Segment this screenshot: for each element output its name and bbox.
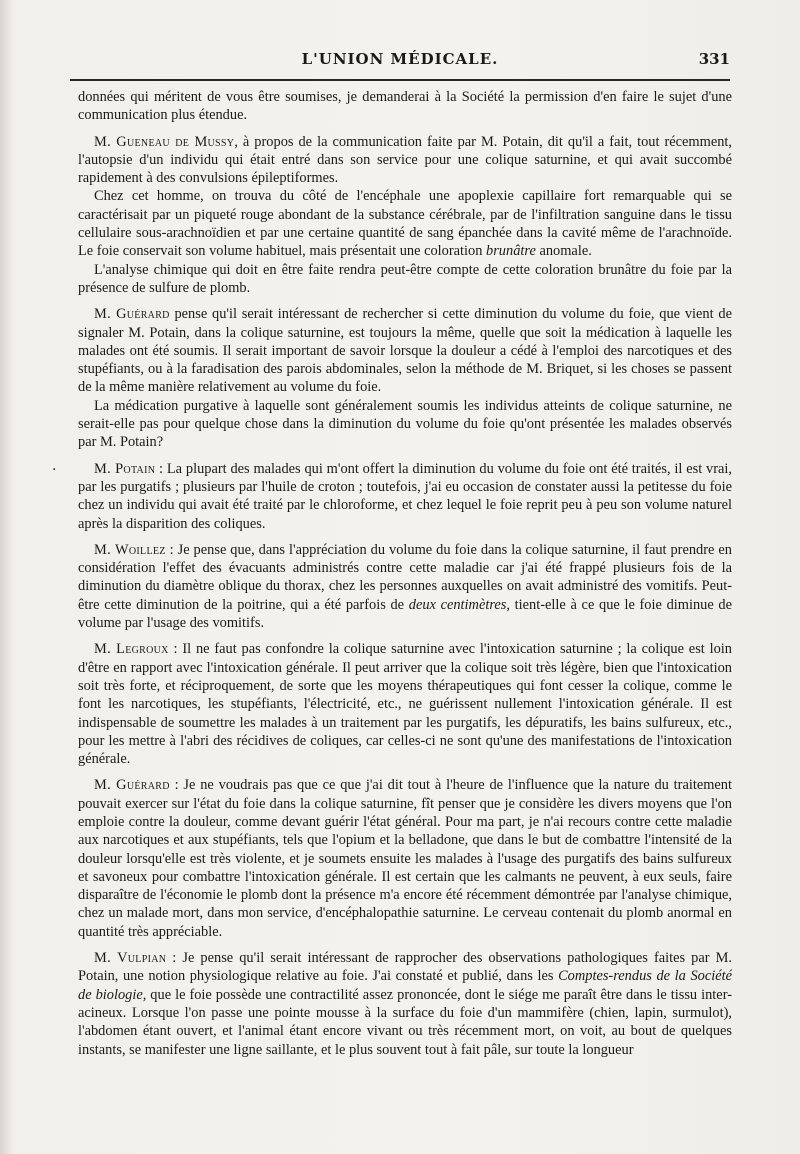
speaker-name: M. Legroux [94, 641, 169, 658]
paragraph [78, 88, 732, 125]
speaker-name: M. Potain [94, 460, 156, 477]
paragraph-text: : Il ne faut pas confondre la colique saturnine avec l'intoxication saturnine ; la colique est loin d'être en rapport avec l'intoxication générale. Il peut arriver que la colique soit très légère, bien que l'intoxication soit très forte, et réciproquement, de sorte que les moyens thérapeutiques qui font cesser la colique, comme le font les narcotiques, les stupéfiants, l'électricité, etc., ne guérissent nullement l'intoxication générale. Il est indispensable de soumettre les malades à un traitement par les purgatifs, les dépuratifs, les bains sulfureux, etc., pour les mettre à l'abri des récidives de coliques, car celles-ci ne sont qu'une des manifestations de l'intoxication générale. [78, 641, 732, 768]
paragraph-text: La médication purgative à laquelle sont généralement soumis les individus atteints de colique saturnine, ne serait-elle pas pour quelque chose dans la diminution du volume du foie qu'ont présentée les malades observés par M. Potain? [78, 397, 732, 451]
speaker-name: M. Guérard [94, 777, 170, 794]
paragraph-text: : Je pense que, dans l'appréciation du volume du foie dans la colique saturnine, il faut prendre en considération l'effet des évacuants administrés contre cette maladie car j'ai été frappé plusieurs fois de la diminution du diamètre oblique du thorax, chez les personnes auxquelles on avait administré des vomitifs. Peut-être cette diminution de la poitrine, qui a été parfois de [78, 541, 732, 613]
page-number: 331 [698, 50, 730, 68]
emphasis-text: Comptes-rendus de la Société de biologie, [78, 968, 732, 1003]
paragraph-text: : Je pense qu'il serait intéressant de rapprocher des observations pathologiques faites par M. Potain, une notion physiologique relative au foie. J'ai constaté et publié, dans les [78, 950, 732, 985]
paragraph-text: anomale. [535, 243, 592, 260]
page-header [70, 46, 730, 80]
paragraph-text: pense qu'il serait intéressant de rechercher si cette diminution du volume du foie, que vient de signaler M. Potain, dans la colique saturnine, est toujours la même, quelle que soit la médication à laquelle les malades ont été soumis. Il serait important de savoir lorsque la douleur a cédé à l'emploi des narcotiques et des stupéfiants, ou à la faradisation des parois abdominales, selon la méthode de M. Briquet, si les choses se passent de la même manière relativement au volume du foie. [78, 306, 732, 396]
running-title: L'UNION MÉDICALE. [301, 50, 499, 68]
speaker-name: M. Gueneau de Mussy [94, 133, 235, 150]
speaker-name: M. Woillez [94, 541, 166, 558]
paragraph-text: : Je ne voudrais pas que ce que j'ai dit tout à l'heure de l'influence que la nature du traitement pouvait exercer sur l'état du foie dans la colique saturnine, fît penser que je considère les divers moyens que l'on emploie contre la douleur, comme devant guérir l'état général. Pour ma part, je n'ai recours contre cette maladie aux narcotiques et aux stupéfiants, tels que l'opium et la belladone, que dans le but de combattre l'intensité de la douleur lorsqu'elle est très violente, et je soumets ensuite les malades à l'usage des purgatifs des bains sulfureux et savoneux pour combattre l'intoxication générale. Il est certain que les calmants ne peuvent, à eux seuls, faire disparaître de l'économie le plomb dont la présence m'a encore été récemment démontrée par l'analyse chimique, chez un malade mort, dans mon service, d'encéphalopathie saturnine. Le cerveau contenait du plomb anormal en quantité très appréciable. [78, 777, 732, 940]
paragraph [78, 949, 732, 1059]
speaker-name: M. Vulpian [94, 950, 167, 967]
paragraph-text: Chez cet homme, on trouva du côté de l'encéphale une apoplexie capillaire fort remarquable qui se caractérisait par un piqueté rouge abondant de la substance cérébrale, par de l'infiltration sanguine dans le tissu cellulaire sous-arachnoïdien et par une certaine quantité de sang épanchée dans la cavité même de l'arachnoïde. Le foie conservait son volume habituel, mais présentait une coloration [78, 188, 732, 260]
paragraph [78, 305, 732, 396]
paragraph [78, 460, 732, 533]
paragraph-text: tient-elle à ce que le foie diminue de volume par l'usage des vomitifs. [78, 596, 732, 632]
emphasis-text: deux centimètres, [408, 596, 510, 613]
paragraph [78, 261, 732, 298]
margin-mark: . [52, 458, 57, 474]
paragraph-text: que le foie possède une contractilité assez prononcée, dont le siége me paraît être dans le tissu inter-acineux. Lorsque l'on passe une pointe mousse à la surface du foie d'un mammifère (chien, lapin, surmulot), l'abdomen étant ouvert, et l'animal étant encore vivant ou très récemment mort, on voit, au bout de quelques instants, se manifester une ligne saillante, et le plus souvent tout à fait pâle, sur toute la longueur [78, 986, 732, 1058]
paragraph-text: données qui méritent de vous être soumises, je demanderai à la Société la permission d'en faire le sujet d'une communication plus étendue. [78, 89, 732, 124]
paragraph [78, 397, 732, 452]
paragraph [78, 541, 732, 632]
paragraph [78, 133, 732, 188]
paragraph-text: L'analyse chimique qui doit en être faite rendra peut-être compte de cette coloration brunâtre du foie par la présence de sulfure de plomb. [78, 261, 732, 296]
article-body [78, 88, 732, 1140]
speaker-name: M. Guérard [94, 306, 170, 323]
paragraph-text: , à propos de la communication faite par M. Potain, dit qu'il a fait, tout récemment, l'autopsie d'un individu qui était entré dans son service pour une colique saturnine, et qui avait succombé rapidement à des convulsions épileptiformes. [78, 133, 732, 187]
paragraph-text: : La plupart des malades qui m'ont offert la diminution du volume du foie ont été traités, il est vrai, par les purgatifs ; plusieurs par l'huile de croton ; toutefois, j'ai eu occasion de constater aussi la petitesse du foie chez un individu qui avait été traité par le chloroforme, et chez lequel le foie reprit peu à peu son volume naturel après la disparition des coliques. [78, 460, 732, 532]
paragraph [78, 640, 732, 768]
emphasis-text: brunâtre [486, 243, 536, 260]
paragraph [78, 187, 732, 260]
header-rule [70, 79, 730, 81]
paragraph [78, 776, 732, 941]
